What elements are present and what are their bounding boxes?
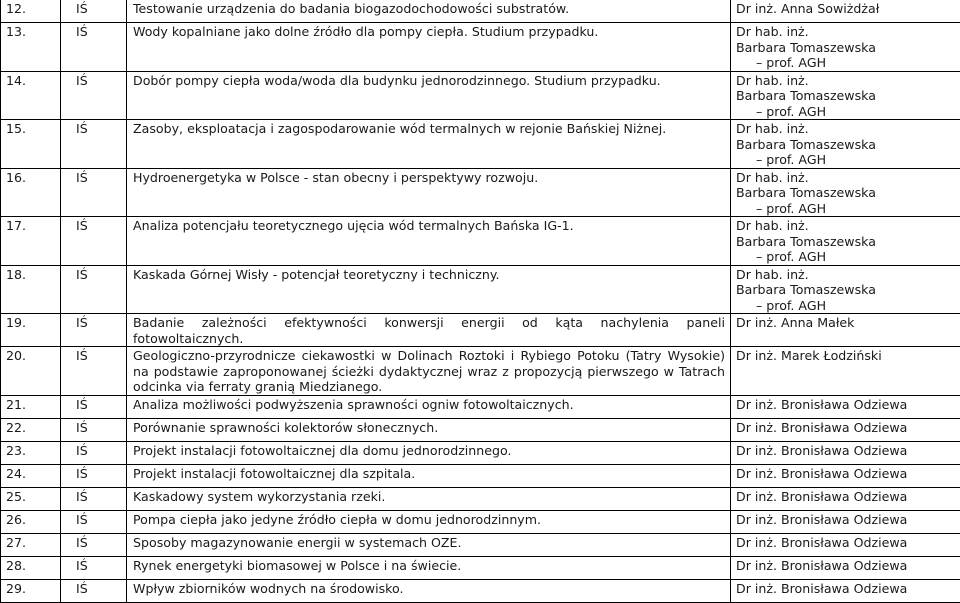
supervisor-line: Barbara Tomaszewska [736, 137, 955, 153]
row-number: 16. [1, 168, 61, 217]
supervisor-line: Dr hab. inż. [736, 218, 955, 234]
row-kind: IŚ [61, 265, 127, 314]
row-number: 13. [1, 23, 61, 72]
table-row [1, 23, 960, 72]
table-row [1, 418, 960, 441]
row-supervisor [731, 487, 960, 510]
row-supervisor [731, 464, 960, 487]
row-title: Projekt instalacji fotowoltaicznej dla domu jednorodzinnego. [127, 441, 731, 464]
table-row [1, 0, 960, 23]
supervisor-line: Dr inż. Bronisława Odziewa [736, 466, 955, 482]
row-title: Porównanie sprawności kolektorów słonecznych. [127, 418, 731, 441]
row-title: Zasoby, eksploatacja i zagospodarowanie wód termalnych w rejonie Bańskiej Niżnej. [127, 120, 731, 169]
table-row [1, 441, 960, 464]
supervisor-line: – prof. AGH [736, 152, 955, 168]
row-title: Dobór pompy ciepła woda/woda dla budynku jednorodzinnego. Studium przypadku. [127, 71, 731, 120]
row-kind: IŚ [61, 168, 127, 217]
row-number: 26. [1, 510, 61, 533]
table-row [1, 265, 960, 314]
table-row [1, 556, 960, 579]
supervisor-line: – prof. AGH [736, 249, 955, 265]
table-row [1, 533, 960, 556]
row-supervisor [731, 395, 960, 418]
row-title: Kaskadowy system wykorzystania rzeki. [127, 487, 731, 510]
supervisor-line: Dr inż. Anna Małek [736, 315, 955, 331]
table-row [1, 217, 960, 266]
row-title: Kaskada Górnej Wisły - potencjał teoretyczny i techniczny. [127, 265, 731, 314]
row-kind: IŚ [61, 347, 127, 396]
topics-table-body [1, 0, 960, 602]
supervisor-line: – prof. AGH [736, 55, 955, 71]
supervisor-line: Barbara Tomaszewska [736, 282, 955, 298]
supervisor-line: Dr inż. Bronisława Odziewa [736, 489, 955, 505]
supervisor-line: Barbara Tomaszewska [736, 88, 955, 104]
row-title: Analiza potencjału teoretycznego ujęcia wód termalnych Bańska IG-1. [127, 217, 731, 266]
row-number: 28. [1, 556, 61, 579]
row-number: 27. [1, 533, 61, 556]
supervisor-line: Dr hab. inż. [736, 170, 955, 186]
row-supervisor [731, 533, 960, 556]
row-kind: IŚ [61, 533, 127, 556]
supervisor-line: Dr inż. Bronisława Odziewa [736, 581, 955, 597]
table-row [1, 487, 960, 510]
supervisor-line: – prof. AGH [736, 201, 955, 217]
row-title: Sposoby magazynowanie energii w systemach OZE. [127, 533, 731, 556]
supervisor-line: – prof. AGH [736, 104, 955, 120]
table-row [1, 395, 960, 418]
row-number: 20. [1, 347, 61, 396]
row-supervisor [731, 441, 960, 464]
supervisor-line: Barbara Tomaszewska [736, 40, 955, 56]
row-number: 29. [1, 579, 61, 602]
supervisor-line: – prof. AGH [736, 298, 955, 314]
row-title: Pompa ciepła jako jedyne źródło ciepła w domu jednorodzinnym. [127, 510, 731, 533]
row-supervisor [731, 168, 960, 217]
supervisor-line: Dr hab. inż. [736, 121, 955, 137]
supervisor-line: Barbara Tomaszewska [736, 234, 955, 250]
row-number: 22. [1, 418, 61, 441]
row-supervisor [731, 120, 960, 169]
row-title: Projekt instalacji fotowoltaicznej dla szpitala. [127, 464, 731, 487]
row-kind: IŚ [61, 441, 127, 464]
row-number: 21. [1, 395, 61, 418]
row-kind: IŚ [61, 395, 127, 418]
row-supervisor [731, 0, 960, 23]
supervisor-line: Dr inż. Bronisława Odziewa [736, 397, 955, 413]
row-supervisor [731, 217, 960, 266]
table-row [1, 71, 960, 120]
supervisor-line: Dr inż. Bronisława Odziewa [736, 558, 955, 574]
row-kind: IŚ [61, 418, 127, 441]
supervisor-line: Dr inż. Bronisława Odziewa [736, 512, 955, 528]
row-number: 25. [1, 487, 61, 510]
row-supervisor [731, 347, 960, 396]
row-title: Geologiczno-przyrodnicze ciekawostki w Dolinach Roztoki i Rybiego Potoku (Tatry Wysokie) na podstawie zaproponowanej ścieżki dydaktycznej wraz z propozycją pierwszego w Tatrach odcinka via ferraty granią Miedzianego. [127, 347, 731, 396]
table-row [1, 510, 960, 533]
row-title: Wody kopalniane jako dolne źródło dla pompy ciepła. Studium przypadku. [127, 23, 731, 72]
row-kind: IŚ [61, 464, 127, 487]
row-title: Testowanie urządzenia do badania biogazodochodowości substratów. [127, 0, 731, 23]
row-number: 24. [1, 464, 61, 487]
row-supervisor [731, 265, 960, 314]
row-number: 17. [1, 217, 61, 266]
supervisor-line: Dr inż. Bronisława Odziewa [736, 420, 955, 436]
table-row [1, 168, 960, 217]
supervisor-line: Dr hab. inż. [736, 267, 955, 283]
supervisor-line: Dr hab. inż. [736, 73, 955, 89]
table-row [1, 347, 960, 396]
supervisor-line: Dr hab. inż. [736, 24, 955, 40]
row-title: Badanie zależności efektywności konwersji energii od kąta nachylenia paneli fotowoltaicznych. [127, 314, 731, 347]
supervisor-line: Dr inż. Anna Sowiżdżał [736, 1, 955, 17]
row-number: 19. [1, 314, 61, 347]
supervisor-line: Dr inż. Bronisława Odziewa [736, 443, 955, 459]
row-kind: IŚ [61, 579, 127, 602]
row-supervisor [731, 314, 960, 347]
row-kind: IŚ [61, 556, 127, 579]
row-kind: IŚ [61, 71, 127, 120]
table-row [1, 464, 960, 487]
supervisor-line: Dr inż. Bronisława Odziewa [736, 535, 955, 551]
row-title: Analiza możliwości podwyższenia sprawności ogniw fotowoltaicznych. [127, 395, 731, 418]
row-supervisor [731, 579, 960, 602]
row-supervisor [731, 556, 960, 579]
row-kind: IŚ [61, 217, 127, 266]
row-number: 15. [1, 120, 61, 169]
row-title: Wpływ zbiorników wodnych na środowisko. [127, 579, 731, 602]
row-supervisor [731, 71, 960, 120]
row-kind: IŚ [61, 510, 127, 533]
row-kind: IŚ [61, 23, 127, 72]
row-supervisor [731, 418, 960, 441]
row-kind: IŚ [61, 314, 127, 347]
row-number: 18. [1, 265, 61, 314]
row-kind: IŚ [61, 487, 127, 510]
row-supervisor [731, 23, 960, 72]
table-row [1, 120, 960, 169]
row-kind: IŚ [61, 120, 127, 169]
table-row [1, 314, 960, 347]
row-number: 12. [1, 0, 61, 23]
row-number: 14. [1, 71, 61, 120]
supervisor-line: Dr inż. Marek Łodziński [736, 348, 955, 364]
row-title: Hydroenergetyka w Polsce - stan obecny i perspektywy rozwoju. [127, 168, 731, 217]
row-kind: IŚ [61, 0, 127, 23]
supervisor-line: Barbara Tomaszewska [736, 185, 955, 201]
row-supervisor [731, 510, 960, 533]
row-number: 23. [1, 441, 61, 464]
table-row [1, 579, 960, 602]
row-title: Rynek energetyki biomasowej w Polsce i na świecie. [127, 556, 731, 579]
